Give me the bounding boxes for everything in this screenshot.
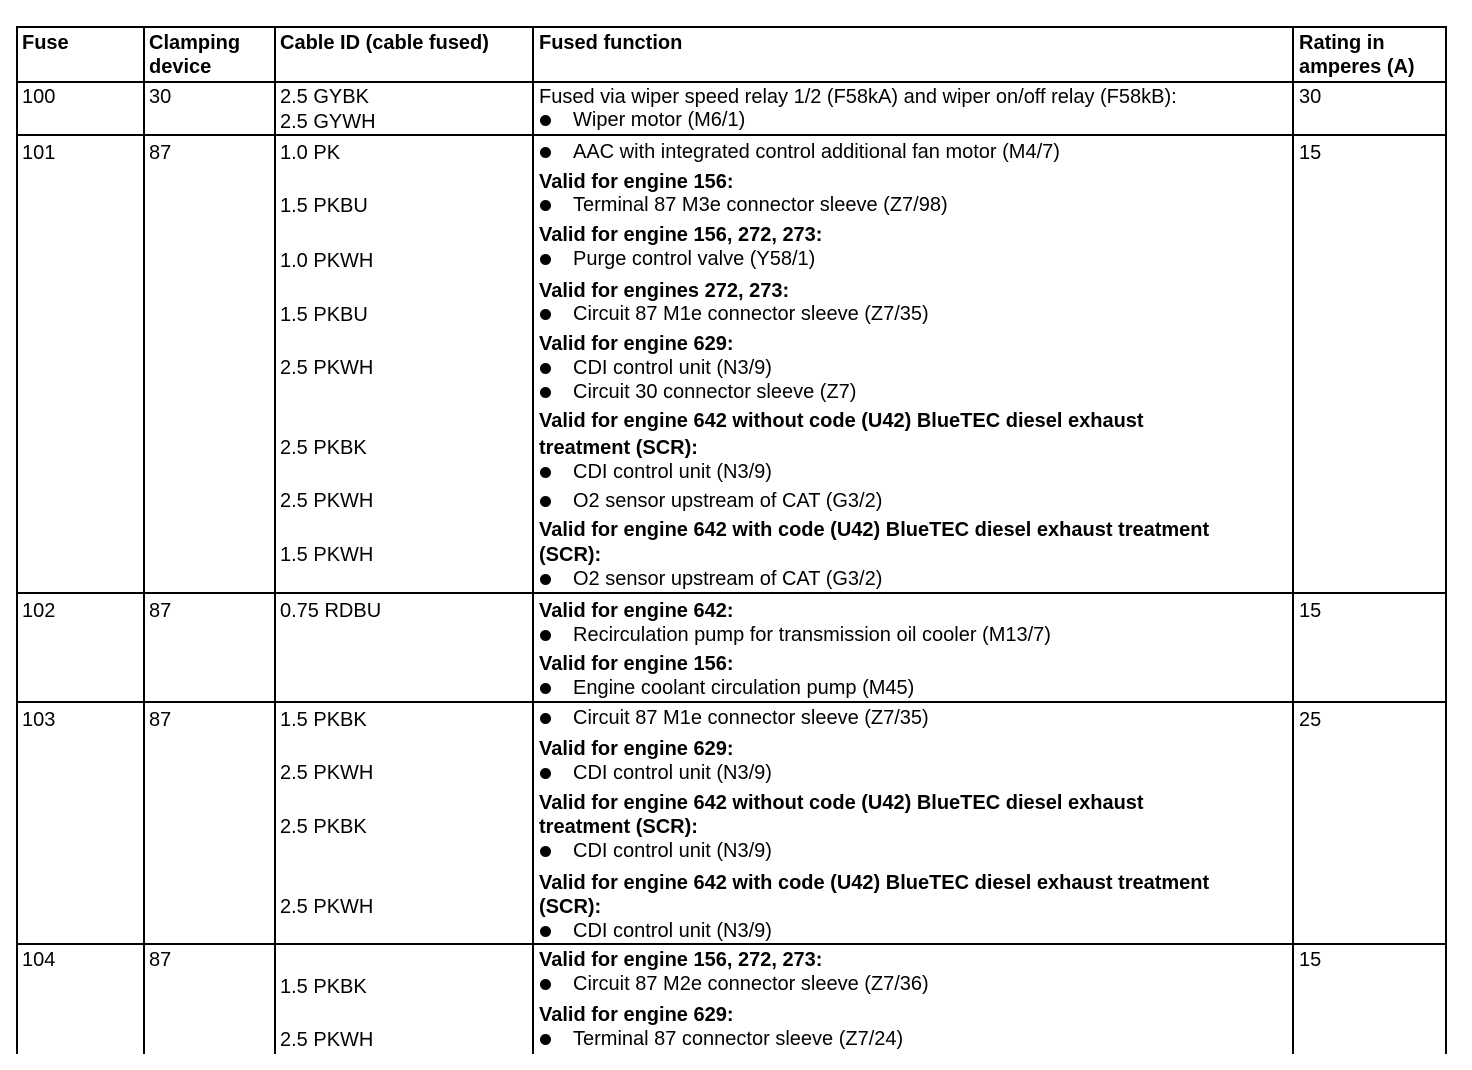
clamping-device: 87 (149, 142, 172, 164)
function-item: Circuit 87 M2e connector sleeve (Z7/36) (573, 973, 929, 995)
engine-condition: Valid for engine 156: (539, 653, 734, 675)
cable-id: 1.5 PKBU (280, 304, 368, 326)
header-rating: Rating in (1299, 32, 1385, 54)
row-divider (16, 943, 1447, 945)
fuse-number: 104 (22, 949, 56, 971)
header-fuse: Fuse (22, 32, 69, 54)
cable-id: 1.5 PKBK (280, 976, 367, 998)
cable-id: 2.5 PKWH (280, 1029, 374, 1051)
cable-id: 1.0 PK (280, 142, 341, 164)
rating-value: 15 (1299, 142, 1322, 164)
column-divider (143, 26, 145, 1054)
header-rating: amperes (A) (1299, 56, 1415, 78)
clamping-device: 87 (149, 709, 172, 731)
column-divider (1292, 26, 1294, 1054)
engine-condition: Valid for engine 156, 272, 273: (539, 224, 823, 246)
clamping-device: 30 (149, 86, 172, 108)
function-item: CDI control unit (N3/9) (573, 461, 772, 483)
bullet-icon (540, 309, 551, 320)
column-divider (16, 26, 18, 1054)
cable-id: 2.5 GYBK (280, 86, 369, 108)
engine-condition: Valid for engine 642: (539, 600, 734, 622)
header-clamping-device: device (149, 56, 212, 78)
function-item: Circuit 87 M1e connector sleeve (Z7/35) (573, 707, 929, 729)
engine-condition: Valid for engine 156: (539, 171, 734, 193)
function-item: Recirculation pump for transmission oil cooler (M13/7) (573, 624, 1051, 646)
bullet-icon (540, 574, 551, 585)
engine-condition: Valid for engines 272, 273: (539, 280, 790, 302)
header-fused-function: Fused function (539, 32, 683, 54)
engine-condition: (SCR): (539, 544, 602, 566)
bullet-icon (540, 926, 551, 937)
row-divider (16, 701, 1447, 703)
bullet-icon (540, 147, 551, 158)
bullet-icon (540, 768, 551, 779)
function-item: CDI control unit (N3/9) (573, 920, 772, 942)
rating-value: 15 (1299, 600, 1322, 622)
fuse-number: 100 (22, 86, 56, 108)
bullet-icon (540, 683, 551, 694)
engine-condition: treatment (SCR): (539, 437, 698, 459)
clamping-device: 87 (149, 600, 172, 622)
cable-id: 1.5 PKWH (280, 544, 374, 566)
function-item: CDI control unit (N3/9) (573, 762, 772, 784)
header-cable-id: Cable ID (cable fused) (280, 32, 489, 54)
engine-condition: (SCR): (539, 896, 602, 918)
engine-condition: Valid for engine 156, 272, 273: (539, 949, 823, 971)
rating-value: 25 (1299, 709, 1322, 731)
cable-id: 1.5 PKBU (280, 195, 368, 217)
function-item: AAC with integrated control additional fan motor (M4/7) (573, 141, 1060, 163)
cable-id: 0.75 RDBU (280, 600, 382, 622)
fuse-number: 102 (22, 600, 56, 622)
cable-id: 2.5 GYWH (280, 111, 376, 133)
cable-id: 2.5 PKWH (280, 490, 374, 512)
clamping-device: 87 (149, 949, 172, 971)
engine-condition: Valid for engine 642 with code (U42) BlueTEC diesel exhaust treatment (539, 519, 1210, 541)
bullet-icon (540, 846, 551, 857)
cable-id: 1.5 PKBK (280, 709, 367, 731)
cable-id: 2.5 PKWH (280, 896, 374, 918)
engine-condition: Valid for engine 629: (539, 333, 734, 355)
function-item: CDI control unit (N3/9) (573, 840, 772, 862)
function-item: Circuit 87 M1e connector sleeve (Z7/35) (573, 303, 929, 325)
column-divider (532, 26, 534, 1054)
header-clamping-device: Clamping (149, 32, 241, 54)
rating-value: 30 (1299, 86, 1322, 108)
bullet-icon (540, 713, 551, 724)
cable-id: 2.5 PKWH (280, 357, 374, 379)
bullet-icon (540, 387, 551, 398)
row-divider (16, 592, 1447, 594)
rating-value: 15 (1299, 949, 1322, 971)
function-item: Circuit 30 connector sleeve (Z7) (573, 381, 857, 403)
cable-id: 2.5 PKWH (280, 762, 374, 784)
engine-condition: treatment (SCR): (539, 816, 698, 838)
bullet-icon (540, 200, 551, 211)
engine-condition: Valid for engine 642 with code (U42) BlueTEC diesel exhaust treatment (539, 872, 1210, 894)
function-item: Terminal 87 M3e connector sleeve (Z7/98) (573, 194, 948, 216)
fuse-number: 101 (22, 142, 56, 164)
function-text: Fused via wiper speed relay 1/2 (F58kA) and wiper on/off relay (F58kB): (539, 86, 1177, 108)
column-divider (1445, 26, 1447, 1054)
engine-condition: Valid for engine 629: (539, 1004, 734, 1026)
bullet-icon (540, 1034, 551, 1045)
engine-condition: Valid for engine 629: (539, 738, 734, 760)
row-divider (16, 134, 1447, 136)
bullet-icon (540, 630, 551, 641)
function-item: Wiper motor (M6/1) (573, 109, 746, 131)
table-border-top (16, 26, 1447, 28)
function-item: CDI control unit (N3/9) (573, 357, 772, 379)
header-divider (16, 81, 1447, 83)
bullet-icon (540, 467, 551, 478)
bullet-icon (540, 496, 551, 507)
column-divider (274, 26, 276, 1054)
bullet-icon (540, 115, 551, 126)
cable-id: 2.5 PKBK (280, 437, 367, 459)
bullet-icon (540, 363, 551, 374)
cable-id: 1.0 PKWH (280, 250, 374, 272)
bullet-icon (540, 254, 551, 265)
engine-condition: Valid for engine 642 without code (U42) BlueTEC diesel exhaust (539, 792, 1144, 814)
function-item: Purge control valve (Y58/1) (573, 248, 816, 270)
function-item: Engine coolant circulation pump (M45) (573, 677, 915, 699)
cable-id: 2.5 PKBK (280, 816, 367, 838)
function-item: O2 sensor upstream of CAT (G3/2) (573, 568, 883, 590)
bullet-icon (540, 979, 551, 990)
function-item: Terminal 87 connector sleeve (Z7/24) (573, 1028, 904, 1050)
fuse-number: 103 (22, 709, 56, 731)
function-item: O2 sensor upstream of CAT (G3/2) (573, 490, 883, 512)
engine-condition: Valid for engine 642 without code (U42) BlueTEC diesel exhaust (539, 410, 1144, 432)
